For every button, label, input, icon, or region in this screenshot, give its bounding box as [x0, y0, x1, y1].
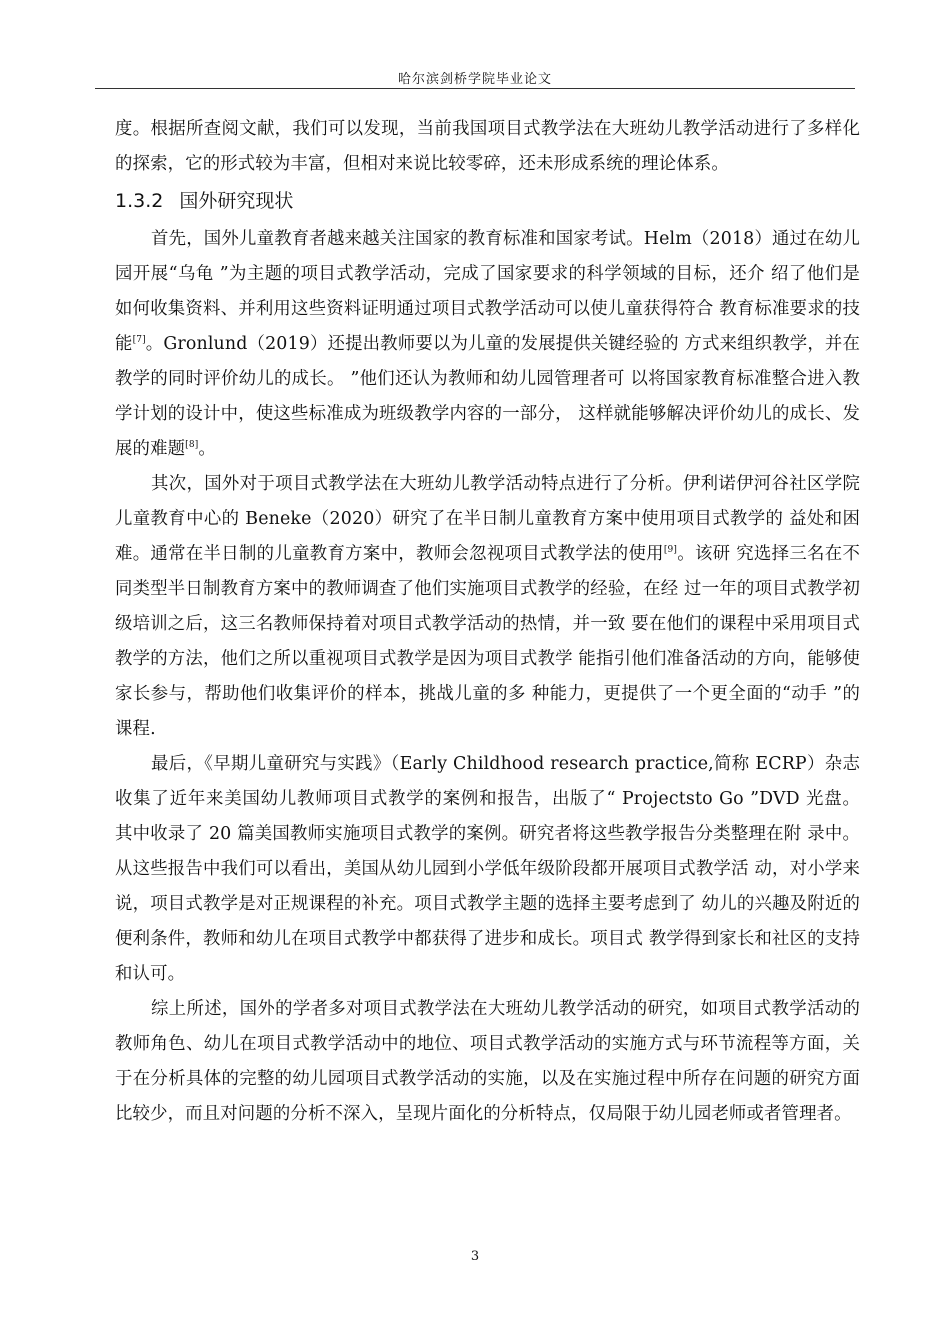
paragraph-ecrp: 最后，《早期儿童研究与实践》（Early Childhood research practice,简称 ECRP）杂志收集了近年来美国幼儿教师项目式教学的案例和报告，出版了“ Projectsto Go ”DVD 光盘。 其中收录了 20 篇美国教师实施项目式教学的案例。研究者将这些教学报告分类整理在附 录中。从这些报告中我们可以看出，美国从幼儿园到小学低年级阶段都开展项目式教学活 动，对小学来说，项目式教学是对正规课程的补充。项目式教学主题的选择主要考虑到了 幼儿的兴趣及附近的便利条件，教师和幼儿在项目式教学中都获得了进步和成长。项目式 教学得到家长和社区的支持和认可。	[115, 754, 860, 984]
citation-ref: [7]	[132, 335, 146, 346]
section-number: 1.3.2	[115, 190, 164, 212]
paragraph-text: 其次，国外对于项目式教学法在大班幼儿教学活动特点进行了分析。伊利诺伊河谷社区学院儿童教育中心的 Beneke（2020）研究了在半日制儿童教育方案中使用项目式教学的 益处和困难。通常在半日制的儿童教育方案中，教师会忽视项目式教学法的使用	[115, 474, 860, 564]
paragraph-text: 首先，国外儿童教育者越来越关注国家的教育标准和国家考试。Helm（2018）通过在幼儿园开展“乌龟 ”为主题的项目式教学活动，完成了国家要求的科学领域的目标，还介 绍了他们是如何收集资料、并利用这些资料证明通过项目式教学活动可以使儿童获得符合 教育标准要求的技能	[115, 229, 860, 354]
page-number: 3	[470, 1249, 480, 1264]
paragraph-text: 。	[198, 439, 216, 459]
section-title: 国外研究现状	[179, 190, 294, 212]
paragraph-text: 。Gronlund（2019）还提出教师要以为儿童的发展提供关键经验的 方式来组织教学，并在教学的同时评价幼儿的成长。 ”他们还认为教师和幼儿园管理者可 以将国家教育标准整合进入教学计划的设计中，使这些标准成为班级教学内容的一部分， 这样就能够解决评价幼儿的成长、发展的难题	[115, 334, 860, 459]
page-body	[115, 112, 860, 1132]
paragraph-continued: 度。根据所查阅文献，我们可以发现，当前我国项目式教学法在大班幼儿教学活动进行了多样化的探索，它的形式较为丰富，但相对来说比较零碎，还未形成系统的理论体系。	[115, 119, 860, 174]
citation-ref: [9]	[663, 545, 678, 556]
paragraph-national-standards	[115, 222, 860, 467]
header-divider	[95, 88, 855, 89]
section-heading	[115, 182, 860, 222]
paragraph-half-day-programs	[115, 467, 860, 747]
paragraph-summary: 综上所述，国外的学者多对项目式教学法在大班幼儿教学活动的研究，如项目式教学活动的教师角色、幼儿在项目式教学活动中的地位、项目式教学活动的实施方式与环节流程等方面，关于在分析具体的完整的幼儿园项目式教学活动的实施，以及在实施过程中所存在问题的研究方面比较少，而且对问题的分析不深入，呈现片面化的分析特点，仅局限于幼儿园老师或者管理者。	[115, 999, 860, 1124]
citation-ref: [8]	[185, 440, 199, 451]
paragraph-text: 。该研 究选择三名在不同类型半日制教育方案中的教师调查了他们实施项目式教学的经验，在经 过一年的项目式教学初级培训之后，这三名教师保持着对项目式教学活动的热情，并一致 要在他们的课程中采用项目式教学的方法，他们之所以重视项目式教学是因为项目式教学 能指引他们准备活动的方向，能够使家长参与，帮助他们收集评价的样本，挑战儿童的多 种能力，更提供了一个更全面的“动手 ”的课程.	[115, 544, 860, 739]
running-header: 哈尔滨剑桥学院毕业论文	[397, 72, 552, 87]
